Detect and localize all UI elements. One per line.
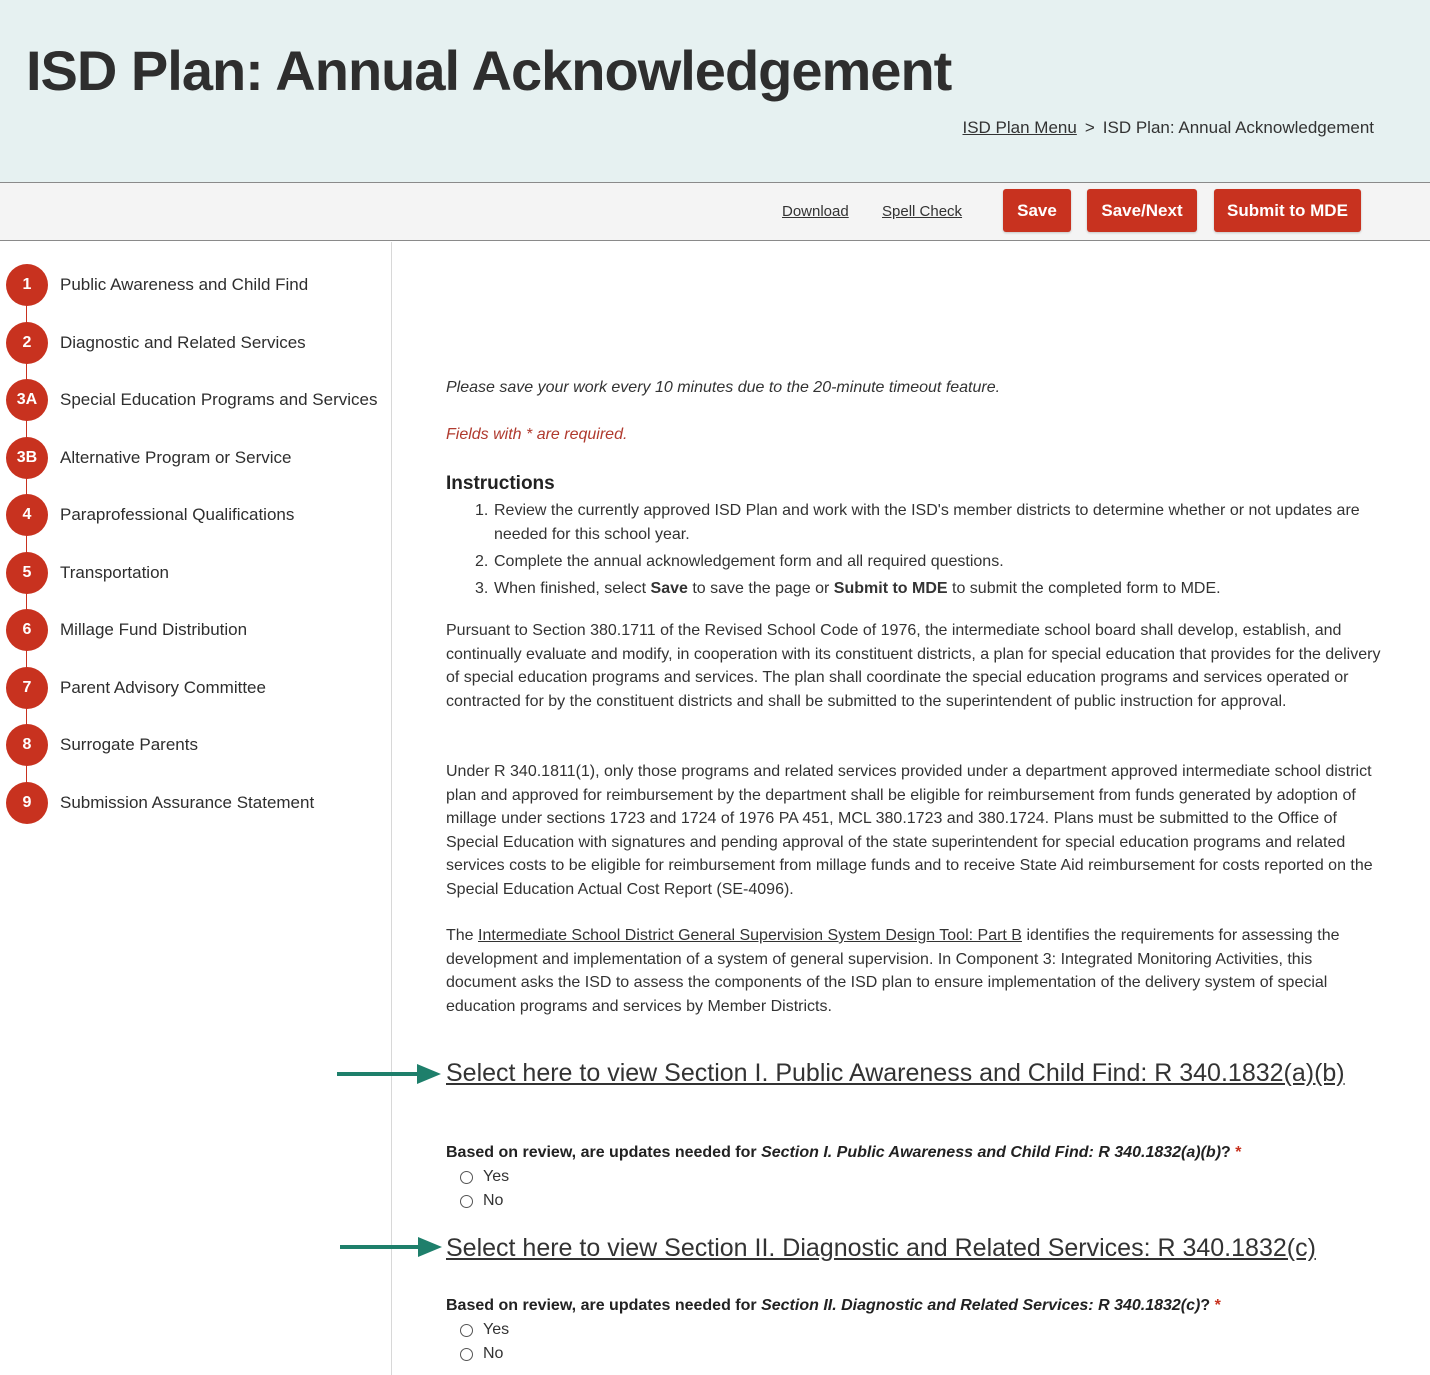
required-mark: * <box>1214 1297 1221 1314</box>
sidebar-item-label: Transportation <box>60 563 169 582</box>
spell-check-link[interactable]: Spell Check <box>882 203 963 220</box>
sidebar-item-label: Diagnostic and Related Services <box>60 333 306 352</box>
breadcrumb <box>962 118 1374 138</box>
sidebar-nav <box>0 242 392 1375</box>
sidebar-item-label: Alternative Program or Service <box>60 448 292 467</box>
page-title: ISD Plan: Annual Acknowledgement <box>26 39 952 102</box>
arrow-right-icon <box>337 1064 441 1084</box>
sidebar-item-label: Special Education Programs and Services <box>60 390 378 409</box>
sidebar-item-label: Surrogate Parents <box>60 735 198 754</box>
instructions-list <box>446 499 1366 604</box>
section-1-question: Based on review, are updates needed for Section I. Public Awareness and Child Find: R 340.1832(a)(b)? * <box>446 1144 1242 1161</box>
section-2-question: Based on review, are updates needed for Section II. Diagnostic and Related Services: R 340.1832(c)? * <box>446 1297 1221 1314</box>
toolbar <box>0 183 1430 241</box>
paragraph-pursuant: Pursuant to Section 380.1711 of the Revised School Code of 1976, the intermediate school board shall develop, establish, and continually evaluate and modify, in cooperation with its constituent districts, a plan for special education that provides for the delivery of special education programs and services. The plan shall coordinate the special education programs and services operated or contracted for by the constituent districts and shall be submitted to the superintendent of public instruction for approval. <box>446 622 1381 710</box>
radio-button[interactable] <box>460 1348 473 1361</box>
submit-to-mde-button[interactable]: Submit to MDE <box>1214 189 1361 232</box>
sidebar-item-transportation[interactable] <box>6 552 169 594</box>
radio-button[interactable] <box>460 1324 473 1337</box>
sidebar-item-submission-assurance[interactable] <box>6 782 314 824</box>
download-link[interactable]: Download <box>782 203 849 220</box>
design-tool-link[interactable]: Intermediate School District General Supervision System Design Tool: Part B <box>478 927 1022 944</box>
step-badge: 4 <box>6 494 48 536</box>
sidebar-item-label: Paraprofessional Qualifications <box>60 505 295 524</box>
paragraph-design-tool: The Intermediate School District General Supervision System Design Tool: Part B identifies the requirements for assessing the development and implementation of a system of general supervision. In Component 3: Integrated Monitoring Activities, this document asks the ISD to assess the components of the ISD plan to ensure implementation of the delivery system of special education programs and services by Member Districts. <box>446 927 1340 1015</box>
section-2-no-radio[interactable]: No <box>460 1345 503 1363</box>
breadcrumb-link-isd-plan-menu[interactable]: ISD Plan Menu <box>962 118 1077 137</box>
step-badge: 8 <box>6 724 48 766</box>
sidebar-item-label: Public Awareness and Child Find <box>60 275 309 294</box>
sidebar-item-parent-advisory[interactable] <box>6 667 266 709</box>
step-badge: 2 <box>6 322 48 364</box>
paragraph-under-r: Under R 340.1811(1), only those programs and related services provided under a department approved intermediate school district plan and approved for reimbursement by the department shall be eligible for reimbursement from funds generated by adoption of millage under sections 1723 and 1724 of 1976 PA 451, MCL 380.1723 and 380.1724. Plans must be submitted to the Office of Special Education with signatures and pending approval of the state superintendent for special education programs and related services costs to be eligible for reimbursement from millage funds and to receive State Aid reimbursement for costs reported on the Special Education Actual Cost Report (SE-4096). <box>446 763 1373 898</box>
sidebar-item-public-awareness[interactable] <box>6 264 308 306</box>
save-next-button[interactable]: Save/Next <box>1087 189 1197 232</box>
save-button[interactable]: Save <box>1003 189 1071 232</box>
page-header <box>0 0 1430 183</box>
instruction-item: 3. When finished, select Save to save the page or Submit to MDE to submit the completed form to MDE. <box>475 580 1221 597</box>
radio-button[interactable] <box>460 1171 473 1184</box>
sidebar-item-millage-fund[interactable] <box>6 609 247 651</box>
sidebar-item-label: Millage Fund Distribution <box>60 620 248 639</box>
section-2-yes-radio[interactable]: Yes <box>460 1321 509 1339</box>
required-mark: * <box>1235 1144 1242 1161</box>
sidebar-item-surrogate-parents[interactable] <box>6 724 198 766</box>
breadcrumb-separator: > <box>1084 118 1095 137</box>
step-badge: 5 <box>6 552 48 594</box>
instruction-item: 1. Review the currently approved ISD Plan and work with the ISD's member districts to determine whether or not updates are needed for this school year. <box>475 502 1360 543</box>
step-badge: 6 <box>6 609 48 651</box>
sidebar-item-special-education[interactable] <box>6 379 378 421</box>
sidebar-item-label: Submission Assurance Statement <box>60 793 315 812</box>
step-badge: 9 <box>6 782 48 824</box>
required-note: Fields with * are required. <box>446 426 628 443</box>
arrow-right-icon <box>340 1237 442 1257</box>
step-badge: 1 <box>6 264 48 306</box>
instructions-title: Instructions <box>446 473 555 494</box>
step-badge: 3B <box>6 437 48 479</box>
step-badge: 7 <box>6 667 48 709</box>
sidebar-item-alternative-program[interactable] <box>6 437 291 479</box>
radio-button[interactable] <box>460 1195 473 1208</box>
section-1-link[interactable]: Select here to view Section I. Public Awareness and Child Find: R 340.1832(a)(b) <box>446 1059 1345 1087</box>
section-2-link[interactable]: Select here to view Section II. Diagnostic and Related Services: R 340.1832(c) <box>446 1234 1316 1262</box>
instruction-item: 2. Complete the annual acknowledgement form and all required questions. <box>475 553 1004 570</box>
step-badge: 3A <box>6 379 48 421</box>
section-1-yes-radio[interactable]: Yes <box>460 1168 509 1186</box>
sidebar-item-paraprofessional[interactable] <box>6 494 294 536</box>
timeout-note: Please save your work every 10 minutes due to the 20-minute timeout feature. <box>446 379 1001 396</box>
breadcrumb-current: ISD Plan: Annual Acknowledgement <box>1102 118 1374 137</box>
sidebar-item-label: Parent Advisory Committee <box>60 678 266 697</box>
sidebar-item-diagnostic[interactable] <box>6 322 306 364</box>
section-1-no-radio[interactable]: No <box>460 1192 503 1210</box>
